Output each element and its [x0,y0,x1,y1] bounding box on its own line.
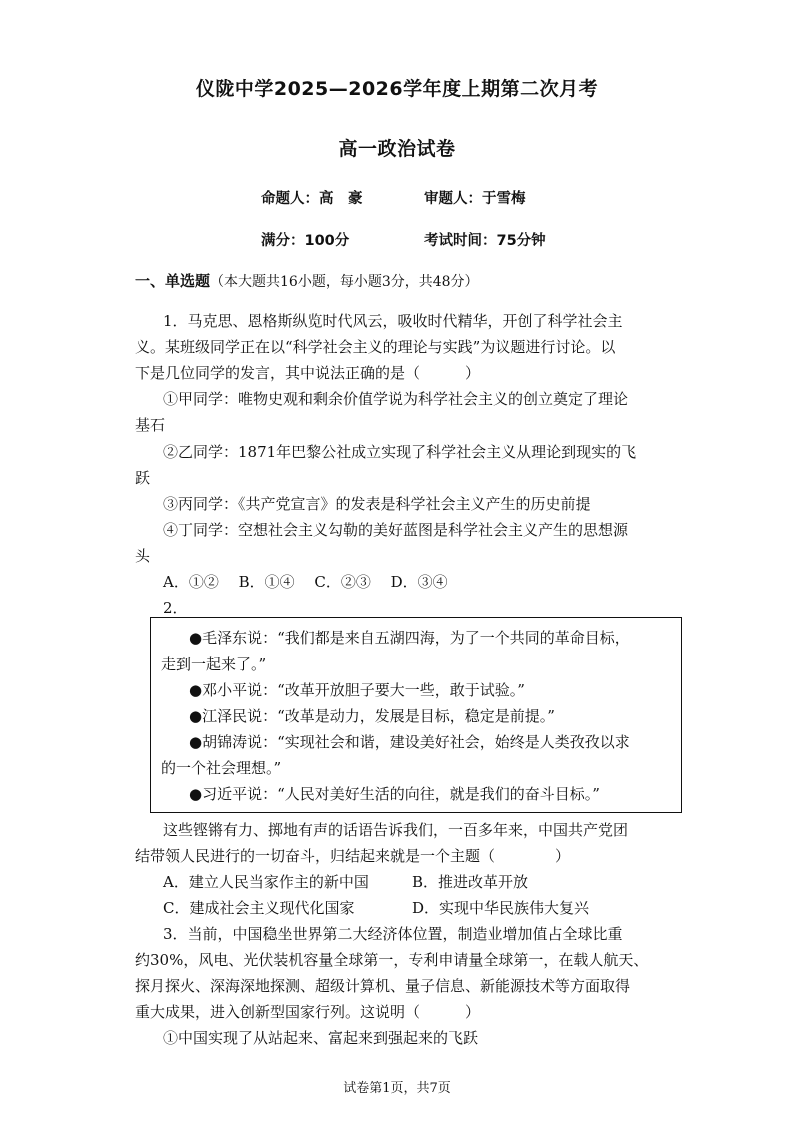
quote-line: ●毛泽东说：“我们都是来自五湖四海，为了一个共同的革命目标， [189,629,630,647]
quote-line: ●习近平说：“人民对美好生活的向往，就是我们的奋斗目标。” [189,785,600,803]
q1-statement-line: ③丙同学：《共产党宣言》的发表是科学社会主义产生的历史前提 [163,495,591,513]
q2-option-c: C．建成社会主义现代化国家 [163,899,355,917]
q1-options: A．①② B．①④ C．②③ D．③④ [163,573,448,591]
section-note: （本大题共16小题，每小题3分，共48分） [210,274,479,290]
full-score-label: 满分：100分 [261,233,350,249]
page-footer: 试卷第1页，共7页 [343,1081,451,1096]
q1-statement-line: 基石 [135,416,166,434]
q1-stem-line: 1．马克思、恩格斯纵览时代风云，吸收时代精华，开创了科学社会主 [163,312,623,330]
q3-stem-line: 3．当前，中国稳坐世界第二大经济体位置，制造业增加值占全球比重 [163,925,623,943]
section-label: 一、单选题 [135,272,211,290]
q3-stem-line: 约30%，风电、光伏装机容量全球第一，专利申请量全球第一，在载人航天、 [135,951,649,969]
q3-stem-line: ①中国实现了从站起来、富起来到强起来的飞跃 [163,1029,479,1047]
q1-statement-line: 头 [135,547,151,565]
q2-option-d: D．实现中华民族伟大复兴 [412,899,590,917]
quote-line: ●胡锦涛说：“实现社会和谐，建设美好社会，始终是人类孜孜以求 [189,733,630,751]
subject-title: 高一政治试卷 [338,138,456,160]
q3-stem-line: 重大成果，进入创新型国家行列。这说明（ ） [135,1003,481,1021]
q1-statement-line: ①甲同学：唯物史观和剩余价值学说为科学社会主义的创立奠定了理论 [163,390,629,408]
school-title: 仪陇中学2025—2026学年度上期第二次月考 [195,78,599,100]
q2-option-b: B．推进改革开放 [412,873,529,891]
quote-line: 走到一起来了。” [161,655,267,673]
author-label: 命题人：高 豪 [261,191,363,207]
q2-option-a: A．建立人民当家作主的新中国 [163,873,369,891]
quote-line: 的一个社会理想。” [161,759,282,777]
quote-line: ●邓小平说：“改革开放胆子要大一些，敢于试验。” [189,681,525,699]
q3-stem-line: 探月探火、深海深地探测、超级计算机、量子信息、新能源技术等方面取得 [135,977,631,995]
q1-statement-line: 跃 [135,469,151,487]
q1-statement-line: ②乙同学：1871年巴黎公社成立实现了科学社会主义从理论到现实的飞 [163,443,637,461]
reviewer-label: 审题人：于雪梅 [424,191,526,207]
q2-stem-line: 结带领人民进行的一切奋斗，归结起来就是一个主题（ ） [135,847,571,865]
q1-stem-line: 义。某班级同学正在以“科学社会主义的理论与实践”为议题进行讨论。以 [135,338,616,356]
exam-time-label: 考试时间：75分钟 [424,233,546,249]
q2-number: 2． [163,599,188,617]
quote-line: ●江泽民说：“改革是动力，发展是目标，稳定是前提。” [189,707,555,725]
q2-stem-line: 这些铿锵有力、掷地有声的话语告诉我们，一百多年来，中国共产党团 [163,821,629,839]
section-heading [135,270,479,291]
q1-statement-line: ④丁同学：空想社会主义勾勒的美好蓝图是科学社会主义产生的思想源 [163,521,629,539]
q1-stem-line: 下是几位同学的发言，其中说法正确的是（ ） [135,364,481,382]
